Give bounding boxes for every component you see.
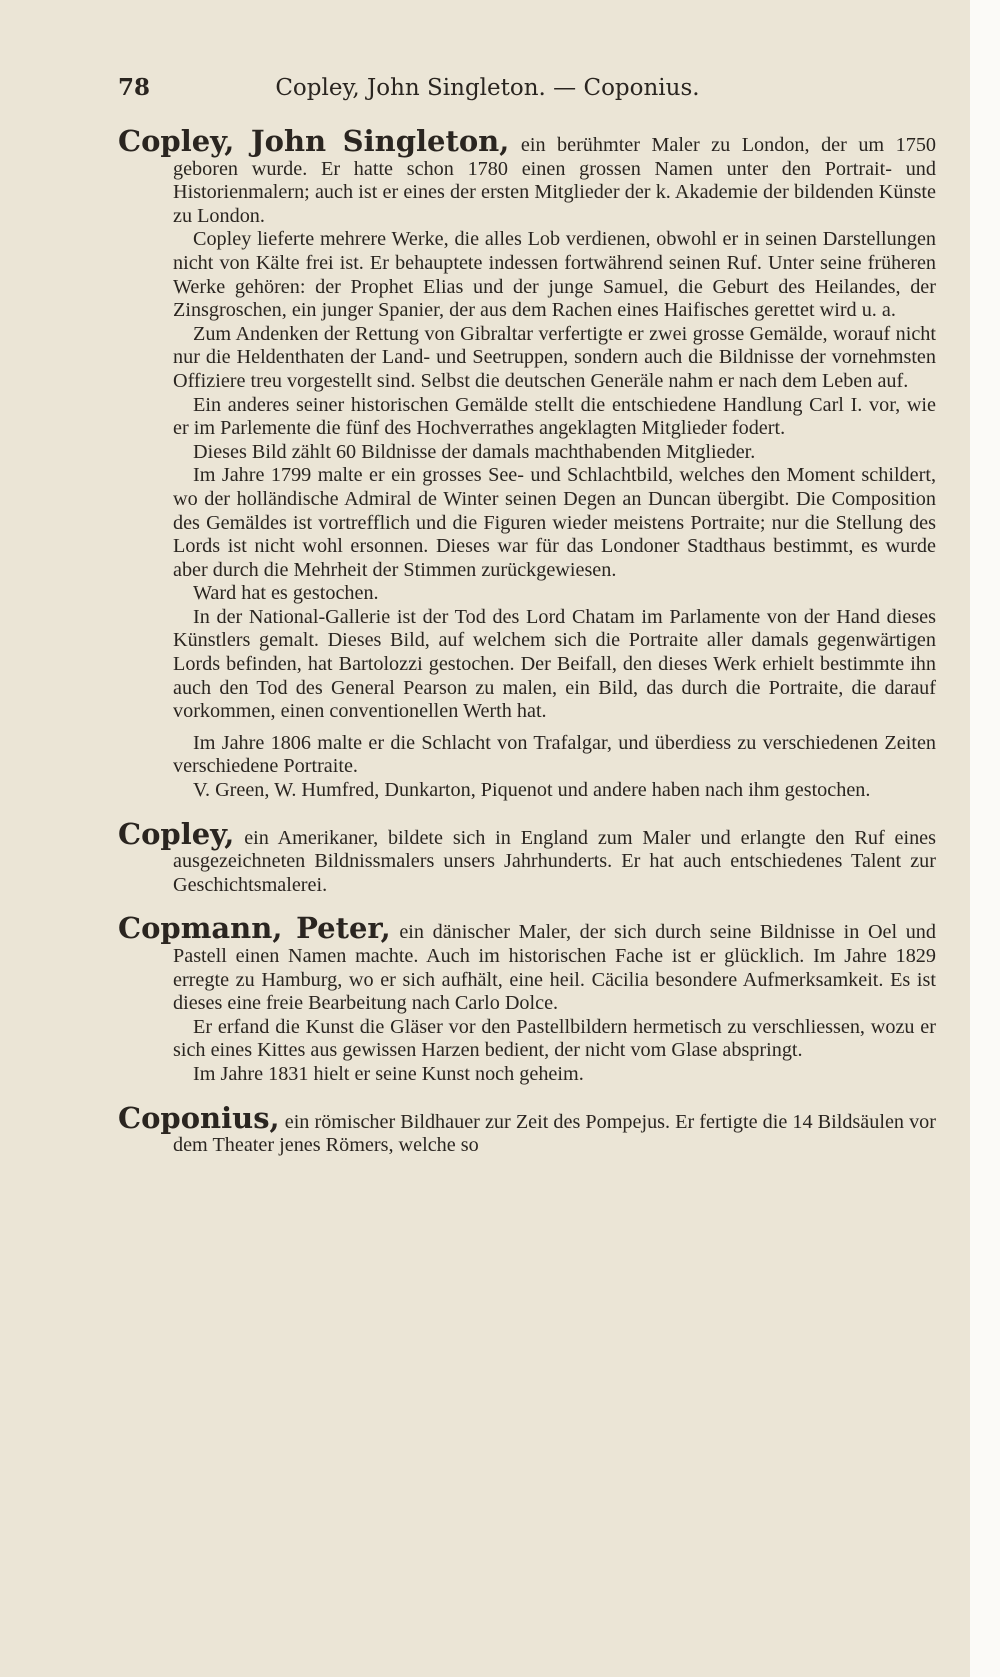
page-header [118, 74, 918, 101]
entry-paragraph: In der National-Gallerie ist der Tod des Lord Chatam im Parlamente von der Hand dieses Künstlers gemalt. Dieses Bild, auf welchem sich die Portraite aller damals gegenwärtigen Lords befinden, hat Bartolozzi gestochen. Der Beifall, den dieses Werk erhielt bestimmte ihn auch den Tod des General Pearson zu malen, ein Bild, das durch die Portraite, die darauf vorkommen, einen conventionellen Werth hat. [173, 605, 936, 723]
running-title: Copley, John Singleton. — Coponius. [275, 75, 700, 101]
entry-text: ein dänischer Maler, der sich durch seine Bildnisse in Oel und Pastell einen Namen machte. Auch im historischen Fache ist er glücklich. Im Jahre 1829 erregte zu Hamburg, wo er sich aufhält, eine heil. Cäcilia besondere Aufmerksamkeit. Es ist dieses eine freie Bearbeitung nach Carlo Dolce. [173, 921, 936, 1015]
entry-paragraph: Im Jahre 1831 hielt er seine Kunst noch geheim. [193, 1062, 584, 1085]
entry-paragraph: Ward hat es gestochen. [193, 582, 379, 605]
entry-paragraph: V. Green, W. Humfred, Dunkarton, Piquenot und andere haben nach ihm gestochen. [193, 779, 871, 802]
entry-copmann-peter [118, 911, 936, 1086]
entry-paragraph: Im Jahre 1799 malte er ein grosses See- und Schlachtbild, welches den Moment schildert, wo der holländische Admiral de Winter seinen Degen an Duncan übergibt. Die Composition des Gemäldes ist vortrefflich und die Figuren wieder meistens Portraite; nur die Stellung des Lords ist nicht wohl ersonnen. Dieses war für das Londoner Stadthaus bestimmt, es wurde aber durch die Mehrheit der Stimmen zurückgewiesen. [173, 464, 936, 581]
entry-copley-john-singleton [118, 124, 937, 803]
entry-paragraph: Ein anderes seiner historischen Gemälde stellt die entschiedene Handlung Carl I. vor, wie er im Parlemente die fünf des Hochverrathes angeklagten Mitglieder fodert. [173, 393, 936, 440]
page-margin-strip [970, 0, 1000, 1677]
entry-paragraph: Im Jahre 1806 malte er die Schlacht von Trafalgar, und überdiess zu verschiedenen Zeiten verschiedene Portraite. [173, 731, 936, 778]
entry-headword: Copmann, Peter, [118, 911, 391, 946]
entry-headword: Copley, John Singleton, [118, 124, 510, 158]
entry-text: ein römischer Bildhauer zur Zeit des Pompejus. Er fertigte die 14 Bildsäulen vor dem Theater jenes Römers, welche so [173, 1110, 936, 1157]
entry-paragraph [118, 124, 937, 228]
page-number: 78 [118, 74, 151, 101]
entry-paragraph: Er erfand die Kunst die Gläser vor den Pastellbildern hermetisch zu verschliessen, wozu er sich eines Kittes aus gewissen Harzen bedient, der nicht vom Glase abspringt. [173, 1015, 936, 1062]
entry-coponius [118, 1100, 936, 1158]
page-body [118, 124, 937, 1178]
entry-headword: Copley, [118, 816, 235, 851]
entry-text: ein berühmter Maler zu London, der um 1750 geboren wurde. Er hatte schon 1780 einen grossen Namen unter den Portrait- und Historienmalern; auch ist er eines der ersten Mitglieder der k. Akademie der bildenden Künste zu London. [173, 134, 937, 227]
entry-paragraph: Zum Andenken der Rettung von Gibraltar verfertigte er zwei grosse Gemälde, worauf nicht nur die Heldenthaten der Land- und Seetruppen, sondern auch die Bildnisse der vornehmsten Offiziere treu vorgestellt sind. Selbst die deutschen Generäle nahm er nach dem Leben auf. [173, 322, 936, 392]
entry-paragraph: Dieses Bild zählt 60 Bildnisse der damals machthabenden Mitglieder. [193, 440, 756, 463]
entry-paragraph [118, 1100, 936, 1158]
entry-paragraph: Copley lieferte mehrere Werke, die alles Lob verdienen, obwohl er in seinen Darstellungen nicht von Kälte frei ist. Er behauptete indessen fortwährend seinen Ruf. Unter seine früheren Werke gehören: der Prophet Elias und der junge Samuel, die Geburt des Heilandes, der Zinsgroschen, ein junger Spanier, der aus dem Rachen eines Haifisches gerettet wird u. a. [173, 228, 936, 322]
entry-copley-amerikaner [118, 816, 937, 898]
entry-paragraph [118, 816, 937, 898]
entry-headword: Coponius, [118, 1100, 280, 1135]
entry-text: ein Amerikaner, bildete sich in England zum Maler und erlangte den Ruf eines ausgezeichneten Bildnissmalers unsers Jahrhunderts. Er hat auch entschiedenes Talent zur Geschichtsmalerei. [173, 826, 937, 896]
entry-paragraph [118, 911, 936, 1015]
